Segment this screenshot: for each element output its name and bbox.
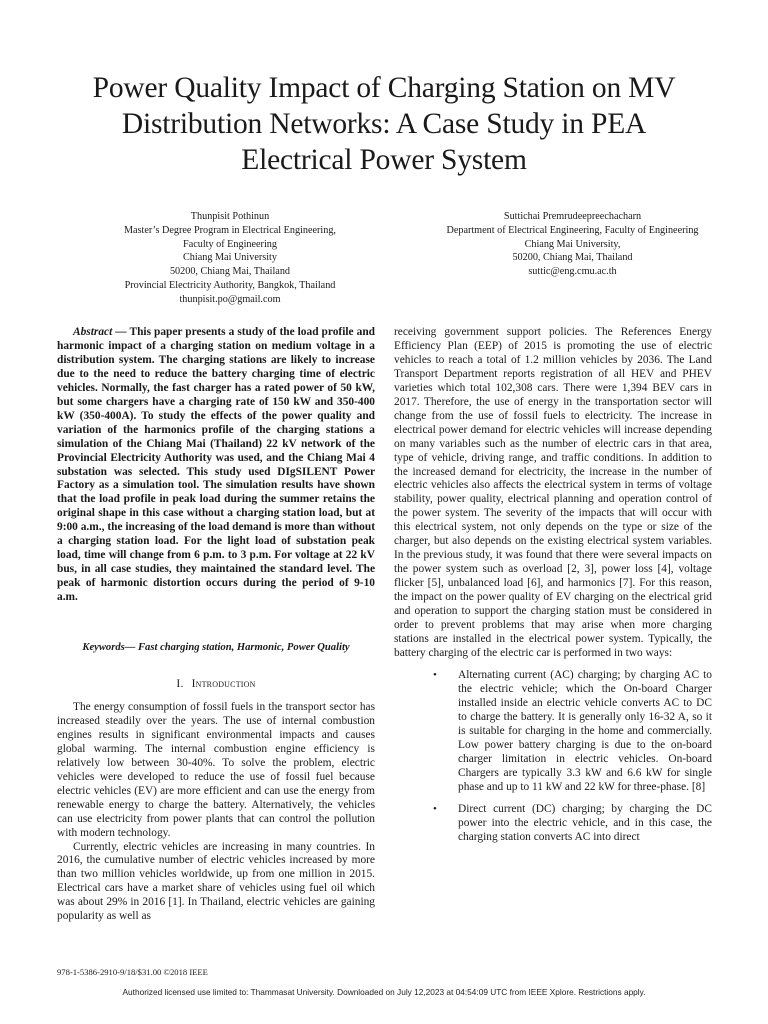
author-affiliation: Department of Electrical Engineering, Faculty of Engineering <box>446 224 699 236</box>
body-paragraph: Currently, electric vehicles are increasing in many countries. In 2016, the cumulative number of electric vehicles increased by more than two million vehicles worldwide, up from one million in 2015. Electrical cars have a market share of vehicles using fuel oil which was about 29% in 2016 [1]. In Thailand, electric vehicles are gaining popularity as well as <box>57 840 375 923</box>
body-paragraph: The energy consumption of fossil fuels in the transport sector has increased steadily over the years. The use of internal combustion engines results in significant environmental impacts and causes global warming. The internal combustion engine efficiency is relatively low between 30-40%. To solve the problem, electric vehicles were developed to reduce the use of fossil fuel because electric vehicles (EV) are more efficient and can use the energy from renewable energy to charge the battery. Alternatively, the vehicles can use electricity from power plants that can control the pollution with modern technology. <box>57 700 375 839</box>
paper-title <box>40 70 728 178</box>
author-address: 50200, Chiang Mai, Thailand <box>169 266 291 278</box>
author-affiliation: Provincial Electricity Authority, Bangkok, Thailand <box>124 279 336 291</box>
author-address: 50200, Chiang Mai, Thailand <box>512 252 633 264</box>
author-block-2 <box>405 210 740 279</box>
list-item <box>433 668 712 795</box>
bullet-icon: • <box>433 803 437 816</box>
section-heading <box>57 677 375 691</box>
list-item-text: Direct current (DC) charging; by charging the DC power into the electric vehicle, and in this case, the charging station converts AC into direct <box>458 803 712 844</box>
footer-isbn: 978-1-5386-2910-9/18/$31.00 ©2018 IEEE <box>57 967 208 977</box>
bullet-list <box>394 669 712 845</box>
section-title: Introduction <box>191 677 256 691</box>
bullet-icon: • <box>433 668 437 681</box>
author-affiliation: Master’s Degree Program in Electrical Engineering, <box>124 224 336 236</box>
list-item <box>433 803 712 845</box>
abstract <box>57 326 375 605</box>
left-column <box>57 326 375 924</box>
author-name: Thunpisit Pothinun <box>190 211 270 222</box>
abstract-text: This paper presents a study of the load profile and harmonic impact of a charging station on medium voltage in a distribution system. The charging stations are likely to increase due to the need to reduce the battery charging time of electric vehicles. Normally, the fast charger has a rated power of 50 kW, but some chargers have a charging rate of 150 kW and 350-400 kW (350-400A). To study the effects of the power quality and variation of the harmonics profile of the charging stations a simulation of the Chiang Mai (Thailand) 22 kV network of the Provincial Electricity Authority was used, and the Chiang Mai 4 substation was selected. This study used DIgSILENT Power Factory as a simulation tool. The simulation results have shown that the load profile in peak load during the summer retains the original shape in this case without a charging station load, but at 9:00 a.m., the increasing of the load demand is more than without a charging station load. For the light load of substation peak load, time will change from 6 p.m. to 3 p.m. For voltage at 22 kV bus, in all case studies, they maintained the standard level. The peak of harmonic distortion occurs during the period of 9-10 a.m. <box>57 326 375 604</box>
body-paragraph: receiving government support policies. The References Energy Efficiency Plan (EEP) of 2015 is promoting the use of electric vehicles to reach a total of 1.2 million vehicles by 2036. The Land Transport Department reports registration of all HEV and PHEV varieties which total 102,308 cars. There were 1,394 BEV cars in 2017. Therefore, the use of energy in the transportation sector will change from the use of fossil fuels to electricity. The increase in electrical power demand for electric vehicles will increase depending on many variables such as the number of electric cars in that area, type of vehicle, driving range, and traffic conditions. In addition to the increased demand for electricity, the increase in the number of electric vehicles also affects the electrical system in terms of voltage stability, power quality, electrical planning and operation control of the power system. The severity of the impacts that will occur with this electrical system, not only depends on the type or size of the charger, but also depends on the existing electrical system variables. In the previous study, it was found that there were several impacts on the power system such as overload [2, 3], power loss [4], voltage flicker [5], unbalanced load [6], and harmonics [7]. For this reason, the impact on the power quality of EV charging on the electrical grid and operation to support the charging station must be considered in order to prevent problems that may arise when more charging stations are installed in the electrical power system. Typically, the battery charging of the electric car is performed in two ways: <box>394 326 712 659</box>
title-line: Distribution Networks: A Case Study in PEA <box>121 108 647 140</box>
title-line: Electrical Power System <box>241 144 527 176</box>
right-column <box>394 326 712 854</box>
author-block-1 <box>70 210 390 307</box>
author-affiliation: Faculty of Engineering <box>183 238 277 250</box>
footer-license: Authorized licensed use limited to: Thammasat University. Downloaded on July 12,2023 at 04:54:09 UTC from IEEE Xplore. Restrictions apply. <box>122 987 646 997</box>
keywords: Keywords— Fast charging station, Harmonic, Power Quality <box>82 642 350 654</box>
author-name: Suttichai Premrudeepreechacharn <box>503 211 642 222</box>
section-number: I. <box>176 677 184 691</box>
author-email: thunpisit.po@gmail.com <box>179 293 281 305</box>
title-line: Power Quality Impact of Charging Station on MV <box>92 72 676 104</box>
author-affiliation: Chiang Mai University, <box>524 238 621 250</box>
abstract-label: Abstract — <box>73 326 127 338</box>
list-item-text: Alternating current (AC) charging; by charging AC to the electric vehicle; which the On-board Charger installed inside an electric vehicle converts AC to DC to charge the battery. It is generally only 16-32 A, so it is suitable for charging in the home and commercially. Low power battery charging is due to the on-board charger limitation in electric vehicles. On-board Chargers are typically 3.3 kW and 6.6 kW for single phase and up to 11 kW and 22 kW for three-phase. [8] <box>458 668 712 793</box>
author-email: suttic@eng.cmu.ac.th <box>528 266 617 278</box>
author-affiliation: Chiang Mai University <box>183 252 277 264</box>
